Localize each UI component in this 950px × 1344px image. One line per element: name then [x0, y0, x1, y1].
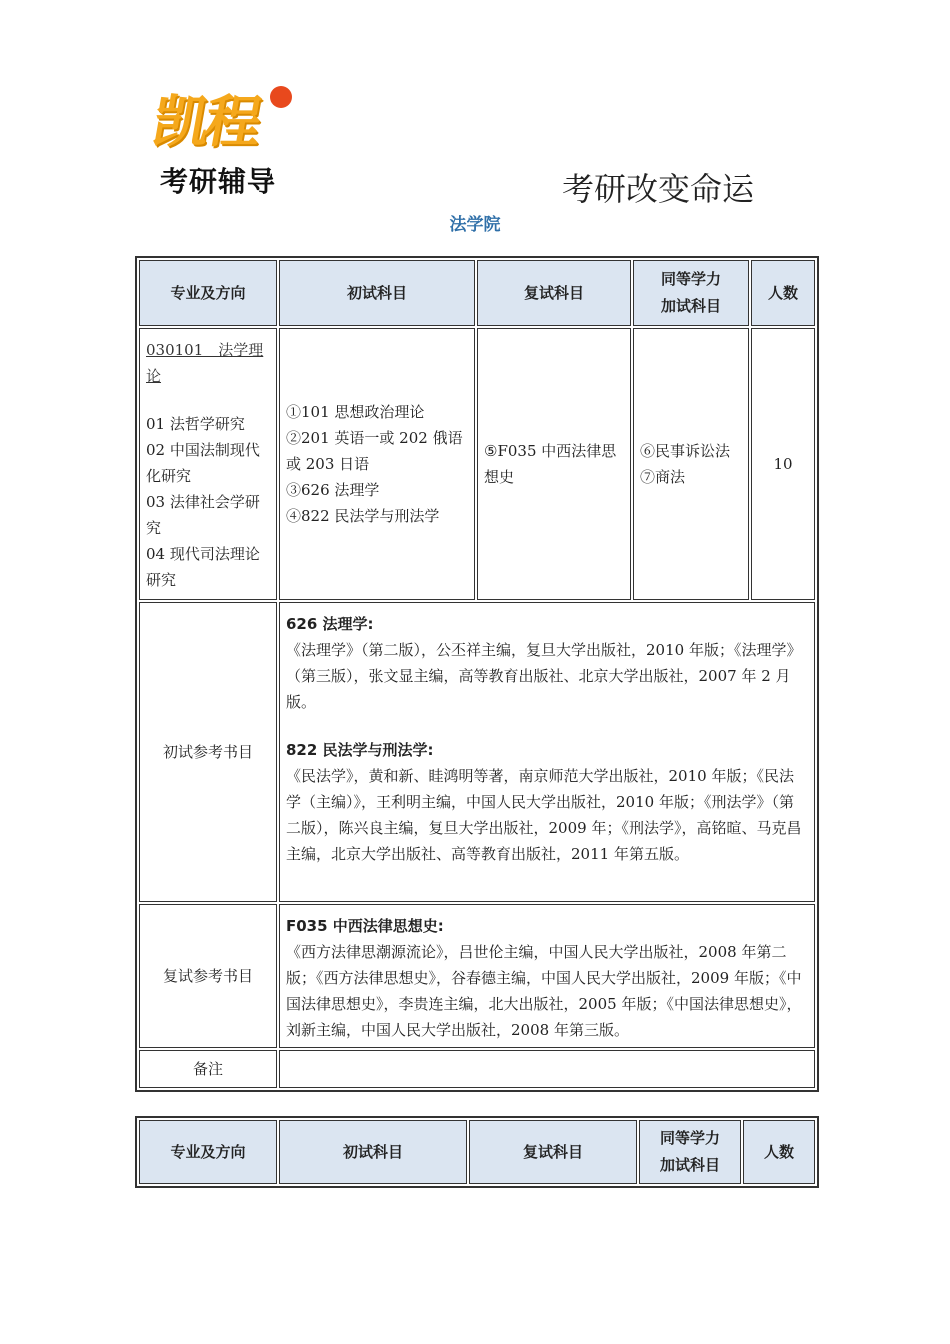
- remarks-row: [139, 1050, 815, 1088]
- direction-item: 01 法哲学研究: [146, 415, 245, 433]
- program-table: [135, 256, 819, 1092]
- book-section-title: 626 法理学:: [286, 615, 374, 633]
- book-section-text: 《西方法律思潮源流论》，吕世伦主编，中国人民大学出版社，2008 年第二版；《西方法律思想史》，谷春德主编，中国人民大学出版社，2009 年版；《中国法律思想史》，李贵连主编，北大出版社，2005 年版；《中国法律思想史》，刘新主编，中国人民大学出版社，2008 年第三版。: [286, 943, 802, 1039]
- retest-books-label: 复试参考书目: [139, 904, 277, 1048]
- initial-books-row: [139, 602, 815, 902]
- equivalent-subjects-cell: [633, 328, 749, 600]
- retest-subject-cell: ⑤F035 中西法律思想史: [477, 328, 631, 600]
- equivalent-subject: ⑥民事诉讼法: [640, 442, 731, 460]
- direction-item: 04 现代司法理论研究: [146, 545, 260, 589]
- exam-subject: ②201 英语一或 202 俄语或 203 日语: [286, 429, 463, 473]
- book-section-title: F035 中西法律思想史:: [286, 917, 444, 935]
- header-equivalent: [633, 260, 749, 326]
- direction-item: 03 法律社会学研究: [146, 493, 260, 537]
- equivalent-subject: ⑦商法: [640, 468, 686, 486]
- header-retest: 复试科目: [477, 260, 631, 326]
- table-header-row: [139, 1120, 815, 1184]
- header-major: 专业及方向: [139, 1120, 277, 1184]
- school-title: 法学院: [449, 215, 501, 235]
- retest-books-content: [279, 904, 815, 1048]
- remarks-label: 备注: [139, 1050, 277, 1088]
- table-header-row: [139, 260, 815, 326]
- header-major: 专业及方向: [139, 260, 277, 326]
- logo-mark: 凯程: [147, 90, 263, 155]
- exam-subject: ③626 法理学: [286, 481, 380, 499]
- book-section-text: 《民法学》，黄和新、眭鸿明等著，南京师范大学出版社，2010 年版；《民法学（主编）》，王利明主编，中国人民大学出版社，2010 年版；《刑法学》（第二版），陈兴良主编，复旦大学出版社，2009 年；《刑法学》，高铭暄、马克昌主编，北京大学出版社、高等教育出版社，2011 年第五版。: [286, 767, 802, 863]
- header-equivalent-line2: 加试科目: [660, 297, 721, 315]
- initial-books-content: [279, 602, 815, 902]
- header-equivalent: [639, 1120, 741, 1184]
- retest-books-row: [139, 904, 815, 1048]
- slogan: 考研改变命运: [562, 170, 755, 208]
- header-retest: 复试科目: [469, 1120, 637, 1184]
- header-count: 人数: [743, 1120, 815, 1184]
- exam-subject: ①101 思想政治理论: [286, 403, 425, 421]
- major-cell: [139, 328, 277, 600]
- logo-dot-icon: [270, 86, 292, 108]
- header-exam: 初试科目: [279, 1120, 467, 1184]
- enrollment-count: 10: [751, 328, 815, 600]
- book-section-text: 《法理学》（第二版），公丕祥主编，复旦大学出版社，2010 年版；《法理学》（第三版），张文显主编，高等教育出版社、北京大学出版社，2007 年 2 月版。: [286, 641, 802, 711]
- header-equivalent-line2: 加试科目: [659, 1156, 720, 1174]
- logo-subtitle: 考研辅导: [160, 165, 277, 198]
- exam-subject: ④822 民法学与刑法学: [286, 507, 440, 525]
- header-equivalent-line1: 同等学力: [660, 270, 721, 288]
- header-equivalent-line1: 同等学力: [659, 1129, 720, 1147]
- program-row: [139, 328, 815, 600]
- next-program-table: [135, 1116, 819, 1188]
- exam-subjects-cell: [279, 328, 475, 600]
- initial-books-label: 初试参考书目: [139, 602, 277, 902]
- major-code: 030101 法学理论: [146, 341, 264, 385]
- direction-item: 02 中国法制现代化研究: [146, 441, 260, 485]
- book-section-title: 822 民法学与刑法学:: [286, 741, 434, 759]
- remarks-value: [279, 1050, 815, 1088]
- header-exam: 初试科目: [279, 260, 475, 326]
- header-count: 人数: [751, 260, 815, 326]
- kaicheng-logo: [147, 78, 310, 198]
